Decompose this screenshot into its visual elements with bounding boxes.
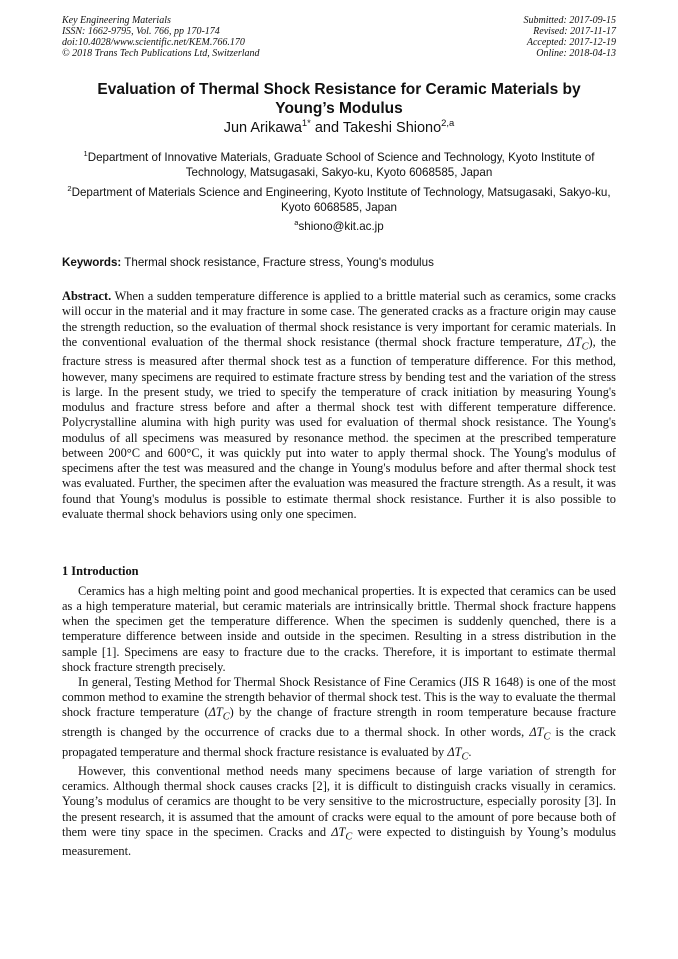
intro-p3-a: However, this conventional method needs many specimens because of large variation of strength for ceramics. Although thermal shock causes cracks [2], it is difficult to distinguish cracks visually in ceramics. Young’s modulus of ceramics are thought to be very sensitive to the microstructure, especially porosity [3]. In the present research, it is assumed that the amount of cracks were equal to the amount of pore because both of them were tiny space in the specimen. Cracks and	[62, 764, 616, 839]
intro-delta-tc-1	[208, 705, 230, 723]
delta-t-sub: C	[461, 750, 469, 762]
intro-delta-tc-2	[529, 724, 551, 743]
intro-p2-a: In general, Testing Method for Thermal Shock Resistance of Fine Ceramics (JIS R 1648) is one of the most common method to examine the strength behavior of thermal shock test. This is the way to evaluate the thermal shock fracture temperature (	[62, 674, 616, 720]
delta-t-sub: C	[222, 711, 230, 723]
abstract-part-2: ), the fracture stress is measured after thermal shock test as a function of temperature difference. For this method, however, many specimens are required to estimate fracture stress by bending test and the variation of the stress is large. In the present study, we tried to specify the temperature of crack initiation by measuring Young's modulus and fracture stress before and after a thermal shock test with different temperature difference. Polycrystalline alumina with high purity was used for evaluation of thermal shock resistance. The Young's modulus of all specimens was measured by resonance method. the specimen at the prescribed temperature between 200°C and 600°C, it was quickly put into water to apply thermal shock. The Young's modulus of specimens after the test was measured and the change in Young's modulus before and after thermal shock test was evaluated. Further, the specimen after the evaluation was measured the fracture strength. As a result, it was found that Young's modulus is possible to estimate thermal shock resistance. Further it is also possible to evaluate thermal shock behaviors using only one specimen.	[62, 334, 616, 521]
intro-p3-b: were expected to distinguish by Young’s modulus measurement.	[62, 824, 616, 859]
intro-p2-c: is the crack propagated temperature and thermal shock fracture resistance is evaluated by	[62, 724, 617, 759]
abstract-label: Abstract.	[62, 289, 112, 303]
title-line-1: Evaluation of Thermal Shock Resistance for Ceramic Materials by	[97, 81, 581, 98]
issn: ISSN: 1662-9795, Vol. 766, pp 170-174	[62, 26, 220, 37]
intro-paragraph-1: Ceramics has a high melting point and good mechanical properties. It is expected that ceramics can be used as a high temperature material, but ceramic materials are intrinsically brittle. Thermal shock fracture happens when the specimen get the temperature difference. When the specimen is suddenly quenched, there is a temperature difference between inside and outside in the specimen. Resulting in a stress distribution in the sample [1]. Specimens are easy to fracture due to the cracks. Therefore, it is important to estimate thermal shock fracture strength precisely.	[62, 584, 616, 674]
accepted-date: Accepted: 2017-12-19	[526, 37, 616, 48]
email-address[interactable]: shiono@kit.ac.jp	[298, 220, 384, 233]
intro-p2-d: .	[468, 744, 472, 759]
author-2: Takeshi Shiono	[342, 120, 442, 136]
delta-t: ΔT	[331, 824, 346, 839]
doi[interactable]: doi:10.4028/www.scientific.net/KEM.766.170	[62, 37, 245, 48]
keywords-label: Keywords:	[62, 256, 122, 269]
affiliation-2	[62, 185, 616, 215]
delta-t-sub: C	[543, 731, 551, 743]
intro-delta-tc-4	[331, 824, 353, 843]
delta-t: ΔT	[208, 705, 223, 720]
paper-title	[62, 80, 616, 118]
delta-t-sub: C	[581, 341, 589, 353]
corresponding-email	[62, 220, 616, 233]
delta-t-sub: C	[345, 831, 353, 843]
section-heading-introduction: 1 Introduction	[62, 564, 139, 578]
intro-p2-b: ) by the change of fracture strength in room temperature because fracture strength is changed by the occurrence of cracks due to a thermal shock. In other words,	[62, 705, 616, 739]
online-date: Online: 2018-04-13	[536, 48, 616, 59]
keywords	[62, 256, 616, 269]
affiliation-2-text: Department of Materials Science and Engineering, Kyoto Institute of Technology, Matsugasaki, Sakyo-ku, Kyoto 6068585, Japan	[71, 186, 611, 214]
author-1-mark: 1*	[301, 117, 311, 129]
affiliation-2-mark: 2	[67, 184, 72, 194]
intro-paragraph-3	[62, 764, 616, 859]
submitted-date: Submitted: 2017-09-15	[523, 15, 616, 26]
author-separator: and	[310, 120, 343, 136]
copyright: © 2018 Trans Tech Publications Ltd, Switzerland	[62, 48, 260, 59]
affiliation-1-mark: 1	[83, 149, 88, 159]
header-right	[524, 15, 617, 59]
email-mark: a	[294, 218, 299, 228]
revised-date: Revised: 2017-11-17	[533, 26, 616, 37]
abstract	[62, 289, 616, 522]
intro-paragraph-2	[62, 675, 616, 764]
affiliation-1	[62, 150, 616, 180]
delta-t: ΔT	[447, 744, 462, 759]
journal-name: Key Engineering Materials	[62, 15, 171, 26]
delta-t: ΔT	[567, 334, 582, 349]
author-2-mark: 2,a	[441, 117, 455, 129]
introduction-body	[62, 584, 616, 860]
abstract-part-1: When a sudden temperature difference is applied to a brittle material such as ceramics, some cracks will occur in the material and it may fracture in some case. The generated cracks as a fracture origin may cause the strength reduction, so the evaluation of thermal shock resistance is very important for ceramic materials. In the conventional evaluation of the thermal shock resistance (thermal shock fracture temperature,	[62, 289, 616, 349]
keywords-text: Thermal shock resistance, Fracture stress, Young's modulus	[121, 256, 434, 269]
header-left	[62, 15, 260, 59]
abstract-delta-tc	[567, 334, 589, 353]
intro-delta-tc-3	[447, 744, 469, 762]
delta-t: ΔT	[529, 724, 544, 739]
author-1: Jun Arikawa	[223, 120, 302, 136]
affiliation-1-text: Department of Innovative Materials, Graduate School of Science and Technology, Kyoto Institute of Technology, Matsugasaki, Sakyo-ku, Kyoto 6068585, Japan	[87, 151, 595, 179]
title-line-2: Young’s Modulus	[275, 100, 403, 117]
author-list	[62, 117, 616, 136]
